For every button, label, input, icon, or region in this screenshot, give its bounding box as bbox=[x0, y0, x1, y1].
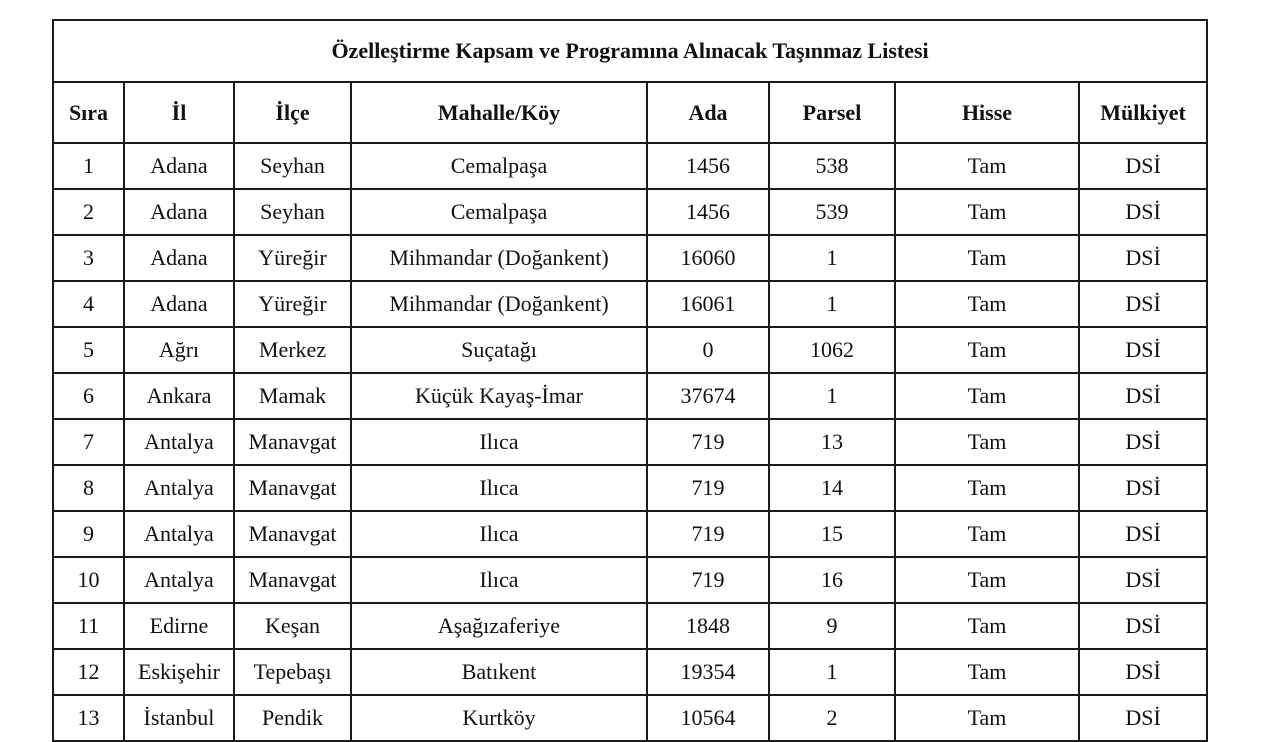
cell-parsel: 13 bbox=[769, 419, 895, 465]
cell-parsel: 14 bbox=[769, 465, 895, 511]
cell-mulkiyet: DSİ bbox=[1079, 373, 1207, 419]
cell-mulkiyet: DSİ bbox=[1079, 327, 1207, 373]
cell-ada: 719 bbox=[647, 419, 769, 465]
cell-mahalle-koy: Aşağızaferiye bbox=[351, 603, 647, 649]
cell-hisse: Tam bbox=[895, 143, 1079, 189]
cell-mahalle-koy: Kurtköy bbox=[351, 695, 647, 741]
cell-mulkiyet: DSİ bbox=[1079, 419, 1207, 465]
cell-ilce: Pendik bbox=[234, 695, 351, 741]
header-ilce: İlçe bbox=[234, 82, 351, 143]
cell-il: Adana bbox=[124, 143, 234, 189]
header-il: İl bbox=[124, 82, 234, 143]
cell-il: Ankara bbox=[124, 373, 234, 419]
cell-il: Adana bbox=[124, 235, 234, 281]
cell-parsel: 1 bbox=[769, 235, 895, 281]
table-row bbox=[53, 327, 1207, 373]
property-list-table bbox=[52, 19, 1208, 742]
cell-mulkiyet: DSİ bbox=[1079, 281, 1207, 327]
cell-mahalle-koy: Batıkent bbox=[351, 649, 647, 695]
header-mahalle-koy: Mahalle/Köy bbox=[351, 82, 647, 143]
cell-il: Adana bbox=[124, 189, 234, 235]
header-parsel: Parsel bbox=[769, 82, 895, 143]
cell-mahalle-koy: Ilıca bbox=[351, 511, 647, 557]
cell-ada: 16061 bbox=[647, 281, 769, 327]
cell-ilce: Merkez bbox=[234, 327, 351, 373]
table-body bbox=[53, 20, 1207, 741]
cell-hisse: Tam bbox=[895, 189, 1079, 235]
cell-parsel: 1062 bbox=[769, 327, 895, 373]
cell-mahalle-koy: Cemalpaşa bbox=[351, 189, 647, 235]
cell-hisse: Tam bbox=[895, 373, 1079, 419]
cell-il: Edirne bbox=[124, 603, 234, 649]
cell-mulkiyet: DSİ bbox=[1079, 189, 1207, 235]
table-row bbox=[53, 557, 1207, 603]
cell-ilce: Seyhan bbox=[234, 189, 351, 235]
table-row bbox=[53, 419, 1207, 465]
cell-sira: 6 bbox=[53, 373, 124, 419]
table-row bbox=[53, 373, 1207, 419]
header-ada: Ada bbox=[647, 82, 769, 143]
cell-ada: 0 bbox=[647, 327, 769, 373]
cell-parsel: 1 bbox=[769, 281, 895, 327]
cell-parsel: 539 bbox=[769, 189, 895, 235]
cell-parsel: 1 bbox=[769, 649, 895, 695]
cell-mahalle-koy: Cemalpaşa bbox=[351, 143, 647, 189]
cell-ada: 1456 bbox=[647, 143, 769, 189]
cell-ilce: Manavgat bbox=[234, 419, 351, 465]
title-row bbox=[53, 20, 1207, 82]
cell-sira: 8 bbox=[53, 465, 124, 511]
cell-mahalle-koy: Suçatağı bbox=[351, 327, 647, 373]
cell-mulkiyet: DSİ bbox=[1079, 143, 1207, 189]
cell-mulkiyet: DSİ bbox=[1079, 695, 1207, 741]
cell-mulkiyet: DSİ bbox=[1079, 603, 1207, 649]
cell-hisse: Tam bbox=[895, 235, 1079, 281]
cell-ilce: Manavgat bbox=[234, 511, 351, 557]
table-title: Özelleştirme Kapsam ve Programına Alınacak Taşınmaz Listesi bbox=[53, 20, 1207, 82]
cell-mahalle-koy: Ilıca bbox=[351, 557, 647, 603]
cell-ada: 1848 bbox=[647, 603, 769, 649]
cell-mahalle-koy: Mihmandar (Doğankent) bbox=[351, 235, 647, 281]
cell-ilce: Keşan bbox=[234, 603, 351, 649]
cell-ada: 719 bbox=[647, 465, 769, 511]
cell-ada: 10564 bbox=[647, 695, 769, 741]
cell-hisse: Tam bbox=[895, 281, 1079, 327]
cell-parsel: 15 bbox=[769, 511, 895, 557]
cell-sira: 7 bbox=[53, 419, 124, 465]
cell-il: Antalya bbox=[124, 511, 234, 557]
cell-ada: 719 bbox=[647, 511, 769, 557]
cell-ada: 37674 bbox=[647, 373, 769, 419]
cell-parsel: 9 bbox=[769, 603, 895, 649]
cell-sira: 9 bbox=[53, 511, 124, 557]
cell-hisse: Tam bbox=[895, 327, 1079, 373]
cell-ilce: Manavgat bbox=[234, 465, 351, 511]
cell-hisse: Tam bbox=[895, 695, 1079, 741]
cell-ada: 16060 bbox=[647, 235, 769, 281]
header-row bbox=[53, 82, 1207, 143]
cell-mulkiyet: DSİ bbox=[1079, 511, 1207, 557]
cell-mahalle-koy: Ilıca bbox=[351, 465, 647, 511]
cell-hisse: Tam bbox=[895, 465, 1079, 511]
cell-parsel: 1 bbox=[769, 373, 895, 419]
cell-sira: 1 bbox=[53, 143, 124, 189]
cell-ilce: Yüreğir bbox=[234, 235, 351, 281]
cell-parsel: 2 bbox=[769, 695, 895, 741]
cell-ilce: Yüreğir bbox=[234, 281, 351, 327]
table-row bbox=[53, 235, 1207, 281]
cell-mulkiyet: DSİ bbox=[1079, 465, 1207, 511]
cell-il: İstanbul bbox=[124, 695, 234, 741]
cell-parsel: 16 bbox=[769, 557, 895, 603]
cell-il: Antalya bbox=[124, 419, 234, 465]
cell-sira: 12 bbox=[53, 649, 124, 695]
cell-mahalle-koy: Mihmandar (Doğankent) bbox=[351, 281, 647, 327]
cell-ada: 19354 bbox=[647, 649, 769, 695]
table-row bbox=[53, 189, 1207, 235]
cell-il: Ağrı bbox=[124, 327, 234, 373]
cell-ilce: Tepebaşı bbox=[234, 649, 351, 695]
cell-mahalle-koy: Küçük Kayaş-İmar bbox=[351, 373, 647, 419]
cell-sira: 4 bbox=[53, 281, 124, 327]
cell-sira: 11 bbox=[53, 603, 124, 649]
cell-ada: 719 bbox=[647, 557, 769, 603]
cell-sira: 2 bbox=[53, 189, 124, 235]
cell-sira: 13 bbox=[53, 695, 124, 741]
table-row bbox=[53, 695, 1207, 741]
cell-il: Adana bbox=[124, 281, 234, 327]
header-hisse: Hisse bbox=[895, 82, 1079, 143]
table-row bbox=[53, 281, 1207, 327]
cell-sira: 5 bbox=[53, 327, 124, 373]
cell-il: Eskişehir bbox=[124, 649, 234, 695]
cell-hisse: Tam bbox=[895, 603, 1079, 649]
cell-hisse: Tam bbox=[895, 557, 1079, 603]
cell-ada: 1456 bbox=[647, 189, 769, 235]
cell-hisse: Tam bbox=[895, 419, 1079, 465]
cell-sira: 10 bbox=[53, 557, 124, 603]
cell-ilce: Manavgat bbox=[234, 557, 351, 603]
cell-mulkiyet: DSİ bbox=[1079, 557, 1207, 603]
table-row bbox=[53, 511, 1207, 557]
cell-mulkiyet: DSİ bbox=[1079, 235, 1207, 281]
cell-ilce: Seyhan bbox=[234, 143, 351, 189]
cell-hisse: Tam bbox=[895, 511, 1079, 557]
cell-parsel: 538 bbox=[769, 143, 895, 189]
cell-ilce: Mamak bbox=[234, 373, 351, 419]
table-row bbox=[53, 465, 1207, 511]
cell-hisse: Tam bbox=[895, 649, 1079, 695]
cell-il: Antalya bbox=[124, 557, 234, 603]
header-mulkiyet: Mülkiyet bbox=[1079, 82, 1207, 143]
cell-mahalle-koy: Ilıca bbox=[351, 419, 647, 465]
header-sira: Sıra bbox=[53, 82, 124, 143]
cell-sira: 3 bbox=[53, 235, 124, 281]
table-row bbox=[53, 143, 1207, 189]
table-row bbox=[53, 603, 1207, 649]
cell-mulkiyet: DSİ bbox=[1079, 649, 1207, 695]
table-row bbox=[53, 649, 1207, 695]
cell-il: Antalya bbox=[124, 465, 234, 511]
